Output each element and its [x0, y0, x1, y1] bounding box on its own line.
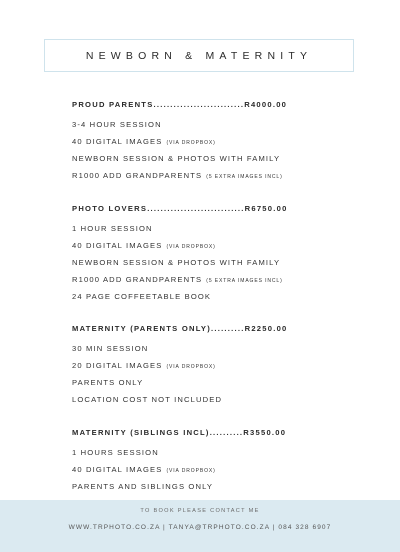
- package-line: [72, 461, 328, 478]
- package-name: PHOTO LOVERS.............................R6750.00: [72, 203, 288, 213]
- line-text: R1000 ADD GRANDPARENTS: [72, 274, 203, 284]
- package-line: [72, 133, 328, 150]
- package-line: [72, 391, 328, 408]
- line-note: (VIA DROPBOX): [166, 243, 216, 250]
- line-text: NEWBORN SESSION & PHOTOS WITH FAMILY: [72, 154, 281, 163]
- package-line: [72, 167, 328, 184]
- line-text: 40 DIGITAL IMAGES: [72, 137, 163, 146]
- package-maternity-parents: [72, 323, 328, 408]
- line-text: 40 DIGITAL IMAGES: [72, 464, 163, 474]
- package-name: PROUD PARENTS...........................R4000.00: [72, 100, 288, 109]
- package-line: [72, 237, 328, 254]
- line-text: 24 PAGE COFFEETABLE BOOK: [72, 291, 212, 301]
- package-line: [72, 444, 328, 461]
- line-note: (5 EXTRA IMAGES INCL): [206, 174, 283, 180]
- line-text: PARENTS ONLY: [72, 378, 144, 387]
- line-text: LOCATION COST NOT INCLUDED: [72, 395, 223, 404]
- contact-info[interactable]: WWW.TRPHOTO.CO.ZA | TANYA@TRPHOTO.CO.ZA | 084 328 6907: [68, 524, 332, 531]
- package-line: [72, 478, 328, 495]
- line-text: R1000 ADD GRANDPARENTS: [72, 171, 203, 180]
- package-line: [72, 150, 328, 167]
- package-line: [72, 254, 328, 271]
- line-text: 20 DIGITAL IMAGES: [72, 361, 163, 370]
- package-line: [72, 288, 328, 305]
- title-box: [44, 39, 354, 72]
- footer-band: [0, 500, 400, 552]
- package-line: [72, 340, 328, 357]
- package-line: [72, 271, 328, 288]
- line-text: 30 MIN SESSION: [72, 344, 149, 353]
- package-name: MATERNITY (SIBLINGS INCL)..........R3550.00: [72, 427, 287, 437]
- line-text: 3-4 HOUR SESSION: [72, 120, 162, 129]
- line-text: 1 HOURS SESSION: [72, 447, 159, 457]
- package-line: [72, 357, 328, 374]
- package-line: [72, 374, 328, 391]
- package-photo-lovers: [72, 203, 328, 305]
- line-note: (VIA DROPBOX): [166, 140, 216, 146]
- package-name: MATERNITY (PARENTS ONLY)..........R2250.00: [72, 324, 288, 333]
- line-note: (5 EXTRA IMAGES INCL): [206, 277, 283, 284]
- package-maternity-siblings: [72, 427, 328, 512]
- line-text: 40 DIGITAL IMAGES: [72, 240, 163, 250]
- package-list: [72, 99, 328, 530]
- package-line: [72, 116, 328, 133]
- line-text: NEWBORN SESSION & PHOTOS WITH FAMILY: [72, 257, 281, 267]
- line-text: PARENTS AND SIBLINGS ONLY: [72, 481, 214, 491]
- page-title: NEWBORN & MATERNITY: [85, 49, 313, 62]
- line-note: (VIA DROPBOX): [166, 467, 216, 474]
- package-line: [72, 220, 328, 237]
- booking-cta: TO BOOK PLEASE CONTACT ME: [140, 508, 260, 514]
- line-note: (VIA DROPBOX): [166, 364, 216, 370]
- package-proud-parents: [72, 99, 328, 184]
- line-text: 1 HOUR SESSION: [72, 223, 153, 233]
